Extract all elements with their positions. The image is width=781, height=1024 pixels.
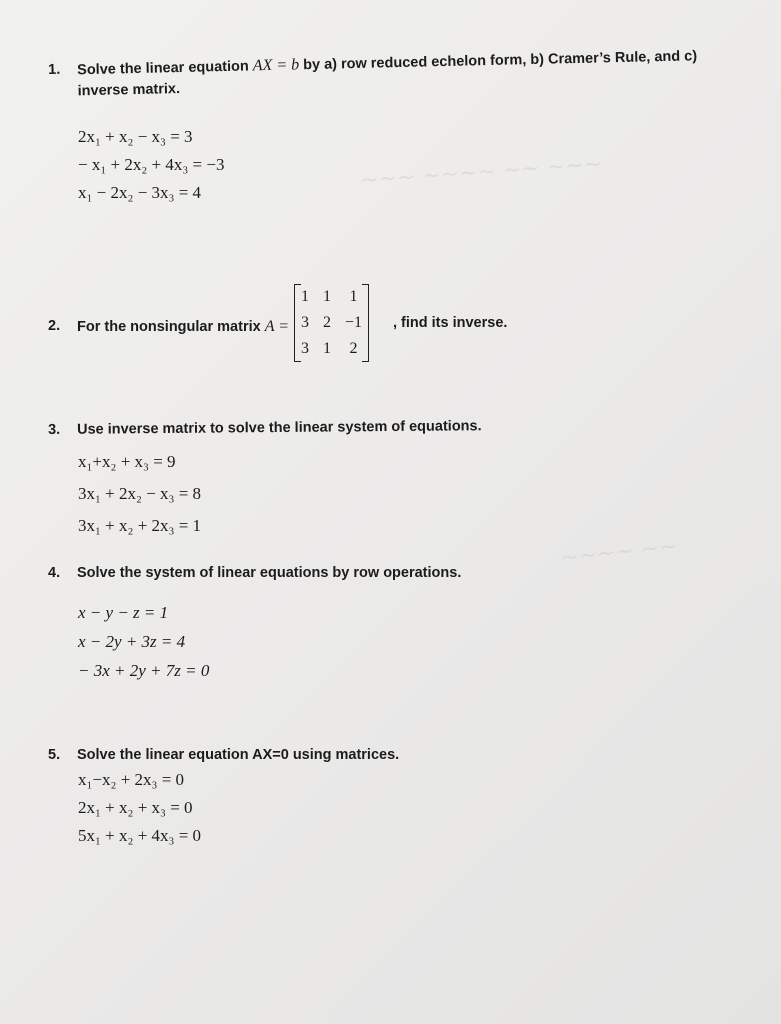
equation: x₁+x₂ + x₃ = 9 [78, 452, 176, 471]
equation-system-4 [78, 598, 209, 685]
problem-statement: Solve the linear equation AX=0 using matrices. [77, 747, 400, 763]
equation: x − 2y + 3z = 4 [78, 632, 186, 651]
problem-number: 1. [48, 61, 61, 78]
equation: 3x₁ + x₂ + 2x₃ = 1 [78, 516, 202, 535]
equation: 2x₁ + x₂ + x₃ = 0 [78, 798, 193, 817]
problem-statement-end: , find its inverse. [393, 315, 508, 331]
equation-system-5 [78, 766, 201, 850]
matrix-cell: 3 [301, 314, 309, 331]
problem-number: 3. [48, 421, 61, 438]
matrix-cell: 3 [301, 340, 309, 357]
problem-statement: Solve the system of linear equations by row operations. [77, 565, 462, 581]
matrix-cell: 2 [323, 314, 331, 331]
matrix-cell: 1 [323, 340, 331, 357]
matrix-left-bracket [294, 284, 301, 362]
matrix-cell: −1 [345, 314, 363, 331]
matrix-cell: 1 [301, 288, 309, 305]
equation: x₁ − 2x₂ − 3x₃ = 4 [78, 183, 202, 202]
problem-number: 4. [48, 565, 61, 581]
matrix-cell: 1 [349, 288, 358, 305]
equation: x − y − z = 1 [78, 603, 169, 622]
equation-system-1 [78, 123, 224, 207]
show-through-handwriting: ~~~ ~~~~ ~~ ~~~ [359, 151, 603, 194]
show-through-handwriting: ~~~~ ~~ [559, 533, 679, 572]
problem-number: 5. [48, 747, 61, 763]
equation: 3x₁ + 2x₂ − x₃ = 8 [78, 484, 202, 503]
equation: 5x₁ + x₂ + 4x₃ = 0 [78, 826, 202, 845]
equation-system-3 [78, 446, 201, 542]
equation: − 3x + 2y + 7z = 0 [78, 661, 210, 680]
equation: x₁−x₂ + 2x₃ = 0 [78, 770, 185, 789]
problem-statement: Use inverse matrix to solve the linear system of equations. [76, 418, 482, 438]
equation: 2x₁ + x₂ − x₃ = 3 [78, 127, 193, 146]
matrix-right-bracket [362, 284, 369, 362]
equation: − x₁ + 2x₂ + 4x₃ = −3 [78, 155, 225, 174]
problem-statement: Solve the linear equation AX = b by a) row reduced echelon form, b) Cramer’s Rule, and c) inverse matrix. [77, 48, 698, 100]
matrix-a [294, 284, 369, 362]
problem-statement: For the nonsingular matrix A = [77, 318, 289, 335]
matrix-cell: 2 [349, 340, 358, 357]
problem-number: 2. [48, 318, 61, 334]
matrix-cell: 1 [323, 288, 331, 305]
